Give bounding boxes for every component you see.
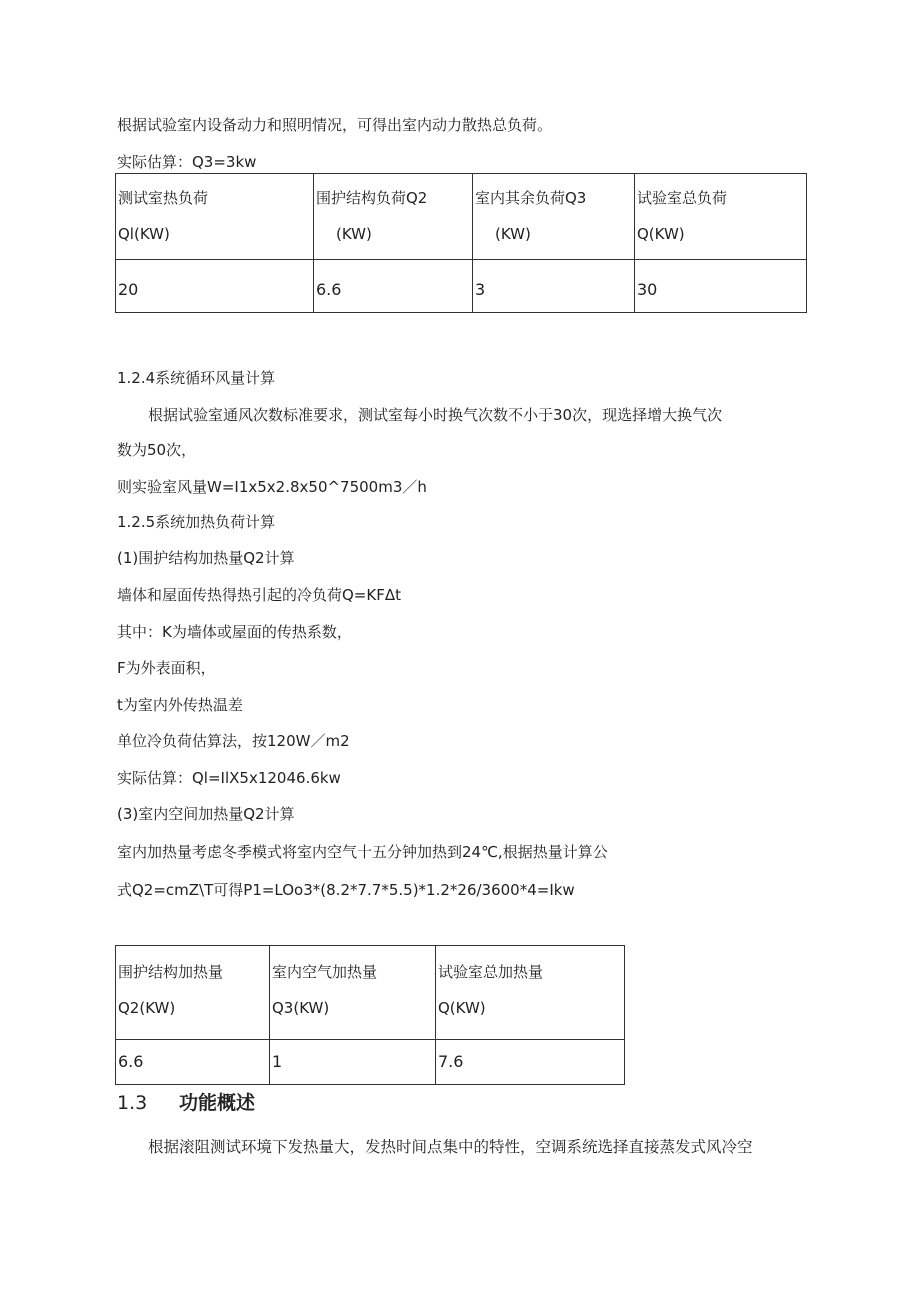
intro-line-1: 根据试验室内设备动力和照明情况，可得出室内动力散热总负荷。: [117, 116, 553, 134]
table-cell: 3: [473, 260, 635, 313]
t-definition: t为室内外传热温差: [117, 696, 243, 714]
section-number: 1.3: [117, 1092, 148, 1114]
table-header-cell: 试验室总加热量 Q(KW): [436, 946, 625, 1040]
heating-load-table: [115, 945, 625, 1085]
section-1-2-4-heading: 1.2.4系统循环风量计算: [117, 369, 276, 387]
heating-line-1: 室内加热量考虑冬季模式将室内空气十五分钟加热到24℃,根据热量计算公: [117, 843, 608, 861]
table-cell: 6.6: [116, 1040, 270, 1085]
table-cell: 6.6: [314, 260, 473, 313]
table-row: [116, 1040, 625, 1085]
estimate-line: 实际估算：Ql=IlX5x12046.6kw: [117, 769, 341, 787]
section-1-2-4-para-line-2: 数为50次，: [117, 441, 197, 459]
section-1-2-5-heading: 1.2.5系统加热负荷计算: [117, 513, 276, 531]
table-cell: 1: [270, 1040, 436, 1085]
table-header-row: [116, 174, 807, 260]
k-definition: 其中：K为墙体或屋面的传热系数，: [117, 623, 352, 641]
section-1-2-4-para-line-1: 根据试验室通风次数标准要求，测试室每小时换气次数不小于30次，现选择增大换气次: [148, 406, 723, 424]
section-1-3-heading: [117, 1088, 255, 1115]
table-cell: 30: [635, 260, 807, 313]
table-header-cell: 测试室热负荷 Ql(KW): [116, 174, 314, 260]
intro-line-2: 实际估算：Q3=3kw: [117, 153, 257, 171]
airflow-formula: 则实验室风量W=I1x5x2.8x50^7500m3／h: [117, 478, 427, 496]
unit-load-line: 单位冷负荷估算法，按120W／m2: [117, 732, 350, 750]
table-header-cell: 围护结构加热量 Q2(KW): [116, 946, 270, 1040]
table-header-cell: 室内其余负荷Q3 (KW): [473, 174, 635, 260]
table-header-cell: 围护结构负荷Q2 (KW): [314, 174, 473, 260]
wall-load-line: 墙体和屋面传热得热引起的冷负荷Q=KFΔt: [117, 586, 401, 604]
heating-line-2: 式Q2=cmZ\T可得P1=LOo3*(8.2*7.7*5.5)*1.2*26/3600*4=Ikw: [117, 881, 575, 899]
subsection-3: (3)室内空间加热量Q2计算: [117, 805, 295, 823]
section-1-3-para: 根据滚阻测试环境下发热量大，发热时间点集中的特性，空调系统选择直接蒸发式风冷空: [148, 1138, 753, 1156]
table-row: [116, 260, 807, 313]
table-header-cell: 室内空气加热量 Q3(KW): [270, 946, 436, 1040]
cooling-load-table: [115, 173, 807, 313]
table-header-row: [116, 946, 625, 1040]
section-title: 功能概述: [179, 1092, 256, 1114]
table-header-cell: 试验室总负荷 Q(KW): [635, 174, 807, 260]
table-cell: 7.6: [436, 1040, 625, 1085]
table-cell: 20: [116, 260, 314, 313]
subsection-1: (1)围护结构加热量Q2计算: [117, 549, 295, 567]
f-definition: F为外表面积，: [117, 659, 216, 677]
